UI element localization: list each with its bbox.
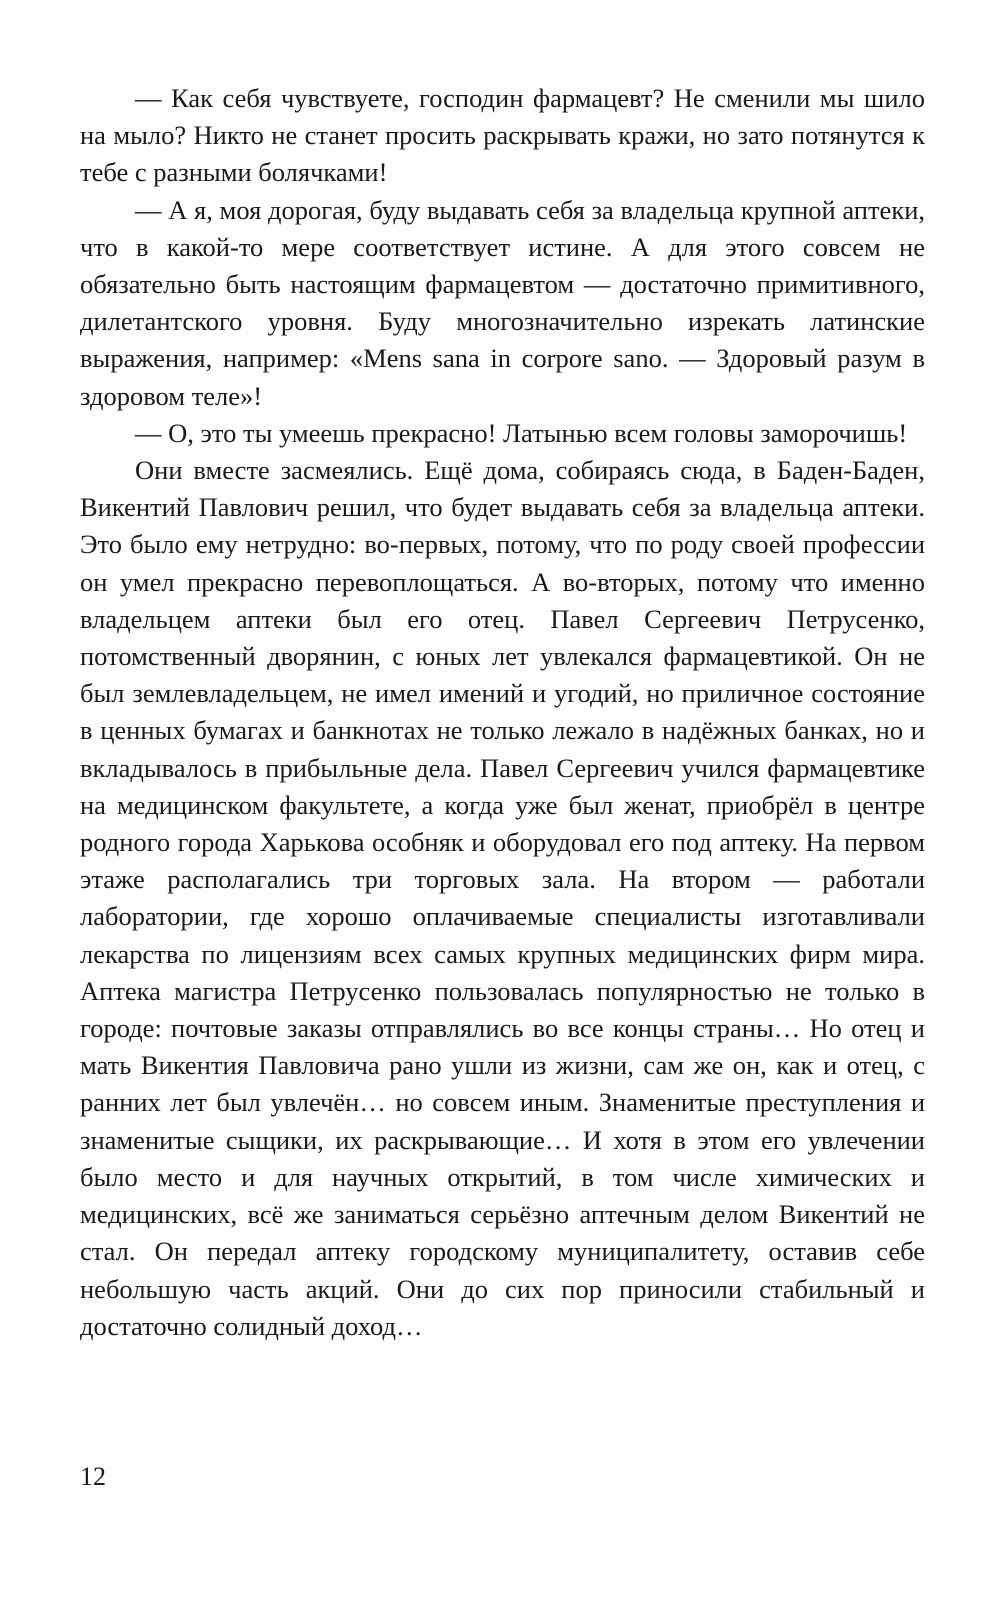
paragraph-dialogue-2: — А я, моя дорогая, буду выдавать себя за владельца крупной аптеки, что в какой-то мере соответствует истине. А для этого совсем не обязательно быть настоящим фармацевтом — достаточно примитивного, дилетантского уровня. Буду многозначительно изрекать латинские выражения, например: «Mens sana in corpore sano. — Здоровый разум в здоровом теле»!: [80, 194, 925, 411]
paragraph-narrative: Они вместе засмеялись. Ещё дома, собираясь сюда, в Баден-Баден, Викентий Павлович решил, что будет выдавать себя за владельца аптеки. Это было ему нетрудно: во-первых, потому, что по роду своей профессии он умел прекрасно перевоплощаться. А во-вторых, потому что именно владельцем аптеки был его отец. Павел Сергеевич Петрусенко, потомственный дворянин, с юных лет увлекался фармацевтикой. Он не был землевладельцем, не имел имений и угодий, но приличное состояние в ценных бумагах и банкнотах не только лежало в надёжных банках, но и вкладывалось в прибыльные дела. Павел Сергеевич учился фармацевтике на медицинском факультете, а когда уже был женат, приобрёл в центре родного города Харькова особняк и оборудовал его под аптеку. На первом этаже располагались три торговых зала. На втором — работали лаборатории, где хорошо оплачиваемые специалисты изготавливали лекарства по лицензиям всех самых крупных медицинских фирм мира. Аптека магистра Петрусенко пользовалась популярностью не только в городе: почтовые заказы отправлялись во все концы страны… Но отец и мать Викентия Павловича рано ушли из жизни, сам же он, как и отец, с ранних лет был увлечён… но совсем иным. Знаменитые преступления и знаменитые сыщики, их раскрывающие… И хотя в этом его увлечении было место и для научных открытий, в том числе химических и медицинских, всё же заниматься серьёзно аптечным делом Викентий не стал. Он передал аптеку городскому муниципалитету, оставив себе небольшую часть акций. Они до сих пор приносили стабильный и достаточно солидный доход…: [80, 455, 925, 1341]
page-number: 12: [80, 1462, 106, 1491]
body-text: [80, 80, 925, 1345]
paragraph-dialogue-3: — О, это ты умеешь прекрасно! Латынью всем головы заморочишь!: [135, 417, 908, 448]
paragraph-dialogue-1: — Как себя чувствуете, господин фармацевт? Не сменили мы шило на мыло? Никто не станет просить раскрывать кражи, но зато потянутся к тебе с разными болячками!: [80, 83, 925, 188]
